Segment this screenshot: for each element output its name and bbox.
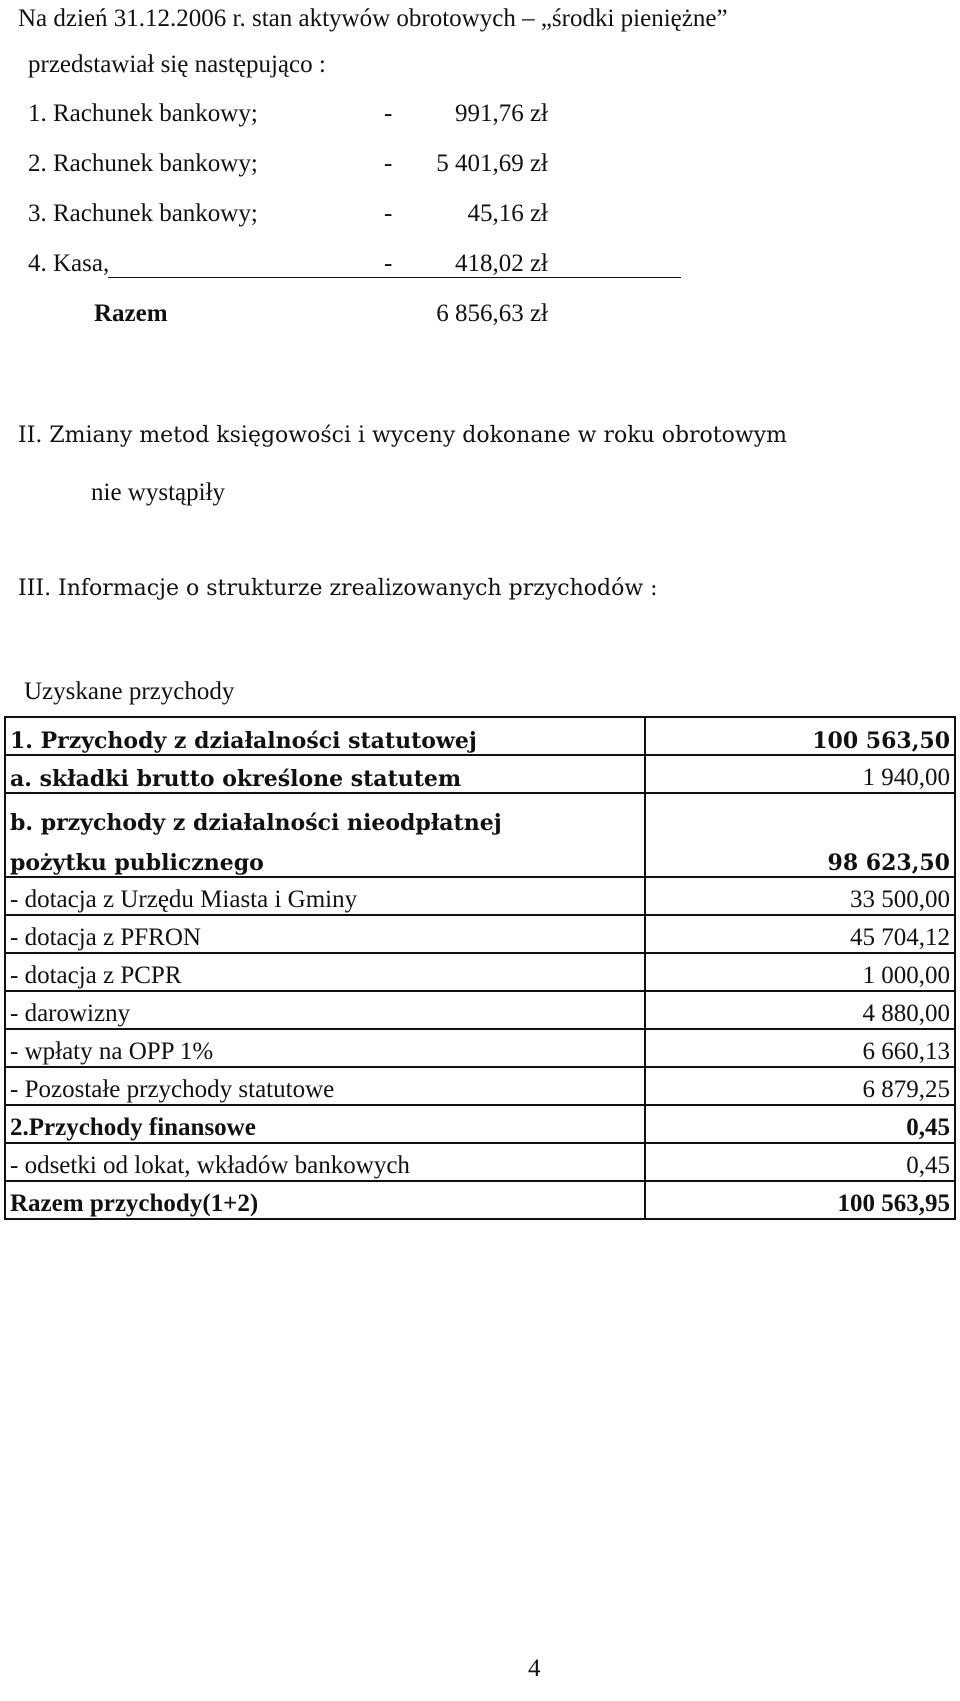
sum-underline (108, 277, 681, 278)
table-row (5, 877, 955, 915)
cash-item-dash: - (384, 200, 393, 227)
row-label: - darowizny (5, 991, 645, 1029)
table-row (5, 793, 955, 877)
table-row (5, 1067, 955, 1105)
page-number: 4 (528, 1655, 541, 1682)
cash-item-dash: - (384, 150, 393, 177)
row-value: 100 563,50 (645, 717, 955, 755)
row-label: 2.Przychody finansowe (5, 1105, 645, 1143)
cash-item-label: 4. Kasa, (28, 250, 110, 277)
row-value: 1 000,00 (645, 953, 955, 991)
cash-item-value: 5 401,69 zł (436, 150, 548, 177)
row-label: Razem przychody(1+2) (5, 1181, 645, 1219)
row-value: 100 563,95 (645, 1181, 955, 1219)
table-row (5, 915, 955, 953)
table-row (5, 755, 955, 793)
cash-item-dash: - (384, 250, 393, 277)
cash-item-dash: - (384, 100, 393, 127)
row-label-line-2: pożytku publicznego (10, 850, 264, 876)
table-row (5, 1181, 955, 1219)
row-label: - Pozostałe przychody statutowe (5, 1067, 645, 1105)
row-label: a. składki brutto określone statutem (5, 755, 645, 793)
cash-total-value: 6 856,63 zł (436, 300, 548, 327)
revenue-table (4, 716, 956, 1220)
row-value: 0,45 (645, 1143, 955, 1181)
table-row (5, 717, 955, 755)
row-value: 33 500,00 (645, 877, 955, 915)
row-label: - dotacja z PFRON (5, 915, 645, 953)
section-2-title: II. Zmiany metod księgowości i wyceny dokonane w roku obrotowym (18, 423, 787, 448)
cash-item-value: 991,76 zł (454, 100, 548, 127)
row-label-multiline (5, 793, 645, 877)
table-row (5, 991, 955, 1029)
cash-item-value: 45,16 zł (467, 200, 548, 227)
row-value: 6 879,25 (645, 1067, 955, 1105)
header-line-2: przedstawiał się następująco : (28, 51, 326, 78)
row-value: 98 623,50 (645, 793, 955, 877)
section-3-subtitle: Uzyskane przychody (24, 678, 235, 705)
table-row (5, 1029, 955, 1067)
row-value: 0,45 (645, 1105, 955, 1143)
row-label: - odsetki od lokat, wkładów bankowych (5, 1143, 645, 1181)
section-3-title: III. Informacje o strukturze zrealizowanych przychodów : (18, 576, 658, 601)
cash-item-label: 3. Rachunek bankowy; (28, 200, 258, 227)
section-2-note: nie wystąpiły (91, 479, 226, 506)
row-label: 1. Przychody z działalności statutowej (5, 717, 645, 755)
table-row (5, 1105, 955, 1143)
row-value: 45 704,12 (645, 915, 955, 953)
cash-item-label: 2. Rachunek bankowy; (28, 150, 258, 177)
row-label-line-1: b. przychody z działalności nieodpłatnej (10, 810, 502, 836)
row-label: - wpłaty na OPP 1% (5, 1029, 645, 1067)
table-row (5, 953, 955, 991)
cash-item-label: 1. Rachunek bankowy; (28, 100, 258, 127)
header-line-1: Na dzień 31.12.2006 r. stan aktywów obrotowych – „środki pieniężne” (18, 5, 728, 32)
cash-item-value: 418,02 zł (454, 250, 548, 277)
row-label: - dotacja z PCPR (5, 953, 645, 991)
row-label: - dotacja z Urzędu Miasta i Gminy (5, 877, 645, 915)
row-value: 4 880,00 (645, 991, 955, 1029)
table-row (5, 1143, 955, 1181)
cash-total-label: Razem (94, 300, 168, 327)
row-value: 1 940,00 (645, 755, 955, 793)
row-value: 6 660,13 (645, 1029, 955, 1067)
